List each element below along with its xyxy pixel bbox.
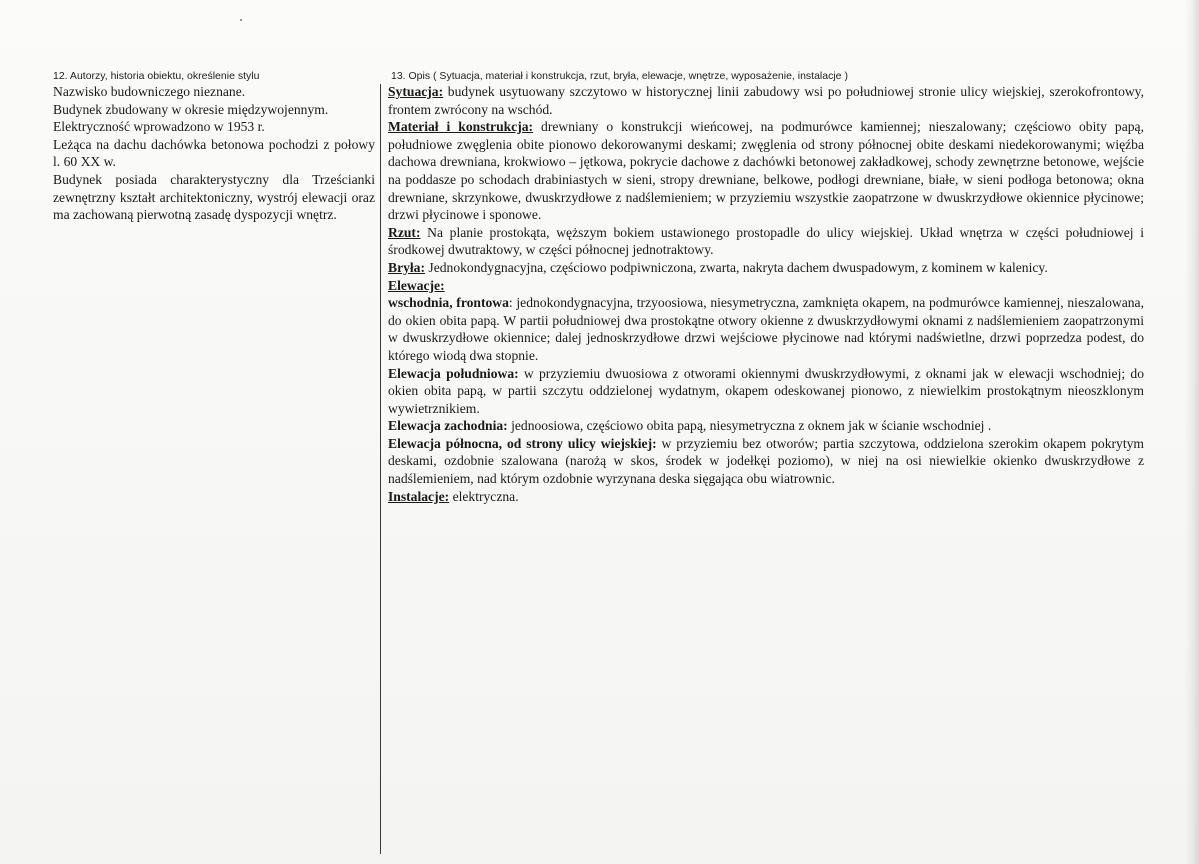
massing-label: Bryła: (388, 259, 425, 275)
style-paragraph: Budynek posiada charakterystyczny dla Trześcianki zewnętrzny kształt architektoniczny, wystrój elewacji oraz ma zachowaną pierwotną zasadę dyspozycji wnętrz. (53, 171, 375, 223)
electricity-paragraph: Elektryczność wprowadzono w 1953 r. (53, 119, 265, 135)
installations-paragraph (388, 488, 1144, 506)
authors-history-column (53, 83, 375, 224)
west-elevation-paragraph (388, 417, 1144, 435)
west-elevation-text: jednoosiowa, częściowo obita papą, niesymetryczna z oknem jak w ścianie wschodniej . (507, 418, 992, 434)
section-13-header: 13. Opis ( Sytuacja, materiał i konstrukcja, rzut, bryła, elewacje, wnętrze, wyposażenie, instalacje ) (391, 70, 848, 82)
description-column (388, 83, 1144, 505)
installations-text: elektryczna. (449, 488, 519, 504)
south-elevation-paragraph (388, 365, 1144, 418)
south-elevation-label: Elewacja południowa: (388, 365, 519, 381)
elevations-heading (388, 277, 1144, 295)
material-paragraph (388, 118, 1144, 224)
situation-paragraph (388, 83, 1144, 118)
section-12-header: 12. Autorzy, historia obiektu, określenie stylu (53, 70, 260, 82)
north-elevation-label: Elewacja północna, od strony ulicy wiejskiej: (388, 435, 657, 451)
west-elevation-label: Elewacja zachodnia: (388, 418, 508, 434)
installations-label: Instalacje: (388, 488, 450, 504)
column-divider (380, 84, 381, 854)
plan-paragraph (388, 224, 1144, 259)
built-paragraph: Budynek zbudowany w okresie międzywojennym. (53, 101, 329, 117)
north-elevation-paragraph (388, 435, 1144, 488)
east-elevation-text: : jednokondygnacyjna, trzyoosiowa, niesymetryczna, zamknięta okapem, na podmurówce kamiennej, nieszalowana, do okien obita papą. W partii południowej dwa prostokątne otwory okienne z dwuskrzydłowymi oknami z nadślemieniem zaopatrzonymi w dwuskrzydłowe okiennice; dalej jednoskrzydłowe drzwi wejściowe płycinowe nad którymi nadświetlne, drzwi poprzedza podest, do którego wiodą dwa stopnie. (388, 295, 1144, 363)
elevations-label: Elewacje: (388, 277, 445, 293)
east-elevation-label: wschodnia, frontowa (388, 295, 509, 311)
east-elevation-paragraph (388, 294, 1144, 364)
situation-text: budynek usytuowany szczytowo w historycznej linii zabudowy wsi po południowej stronie ulicy wiejskiej, szerokofrontowy, frontem zwrócony na wschód. (388, 84, 1144, 117)
north-elevation-text: w przyziemiu bez otworów; partia szczytowa, oddzielona szerokim okapem pokrytym deskami, ozdobnie szalowana (narożą w skos, środek w jodełkęi poziomo), w niej na osi niewielkie okienko dwuskrzydłowe z nadślemieniem, nad którym ozdobnie wyrzynana deska sięgająca obu wiatrownic. (388, 435, 1144, 487)
situation-label: Sytuacja: (388, 84, 444, 99)
material-text: drewniany o konstrukcji wieńcowej, na podmurówce kamiennej; nieszalowany; częściowo obity papą, południowe zwęglenia obite pionowo dekorowanymi deskami; zwęglenia od strony północnej obite deskami niedekorowanymi; więźba dachowa drewniana, krokwiowo – jętkowa, pokrycie dachowe z dachówki betonowej zakładkowej, schody zewnętrzne betonowe, wejście na poddasze po schodach drabiniastych w sieni, stropy drewniane, belkowe, podłogi drewniane, białe, w sieni podłoga betonowa; okna drewniane, skrzynkowe, dwuskrzydłowe z nadślemieniem; w przyziemiu wszystkie zaopatrzone w dwuskrzydłowe okiennice płycinowe; drzwi płycinowe i sponowe. (388, 119, 1144, 223)
south-elevation-text: w przyziemiu dwuosiowa z otworami okiennymi dwuskrzydłowymi, z oknami jak w elewacji wschodniej; do okien obita papą, w partii szczytu oddzielonej wydatnym, okapem odeskowanej pionowo, z niewielkim prostokątnym nieoszklonym wywietrznikiem. (388, 365, 1144, 416)
scan-edge-shadow (1185, 0, 1199, 864)
builder-paragraph: Nazwisko budowniczego nieznane. (53, 84, 246, 99)
material-label: Materiał i konstrukcja: (388, 119, 534, 135)
massing-paragraph (388, 259, 1144, 277)
scan-speck (240, 19, 242, 21)
massing-text: Jednokondygnacyjna, częściowo podpiwniczona, zwarta, nakryta dachem dwuspadowym, z kominem w kalenicy. (425, 259, 1048, 275)
roof-tile-paragraph: Leżąca na dachu dachówka betonowa pochodzi z połowy l. 60 XX w. (53, 136, 375, 170)
plan-text: Na planie prostokąta, węższym bokiem ustawionego prostopadle do ulicy wiejskiej. Układ wnętrza w części południowej i środkowej dwutraktowy, w części północnej jednotraktowy. (388, 224, 1144, 258)
plan-label: Rzut: (388, 224, 421, 240)
